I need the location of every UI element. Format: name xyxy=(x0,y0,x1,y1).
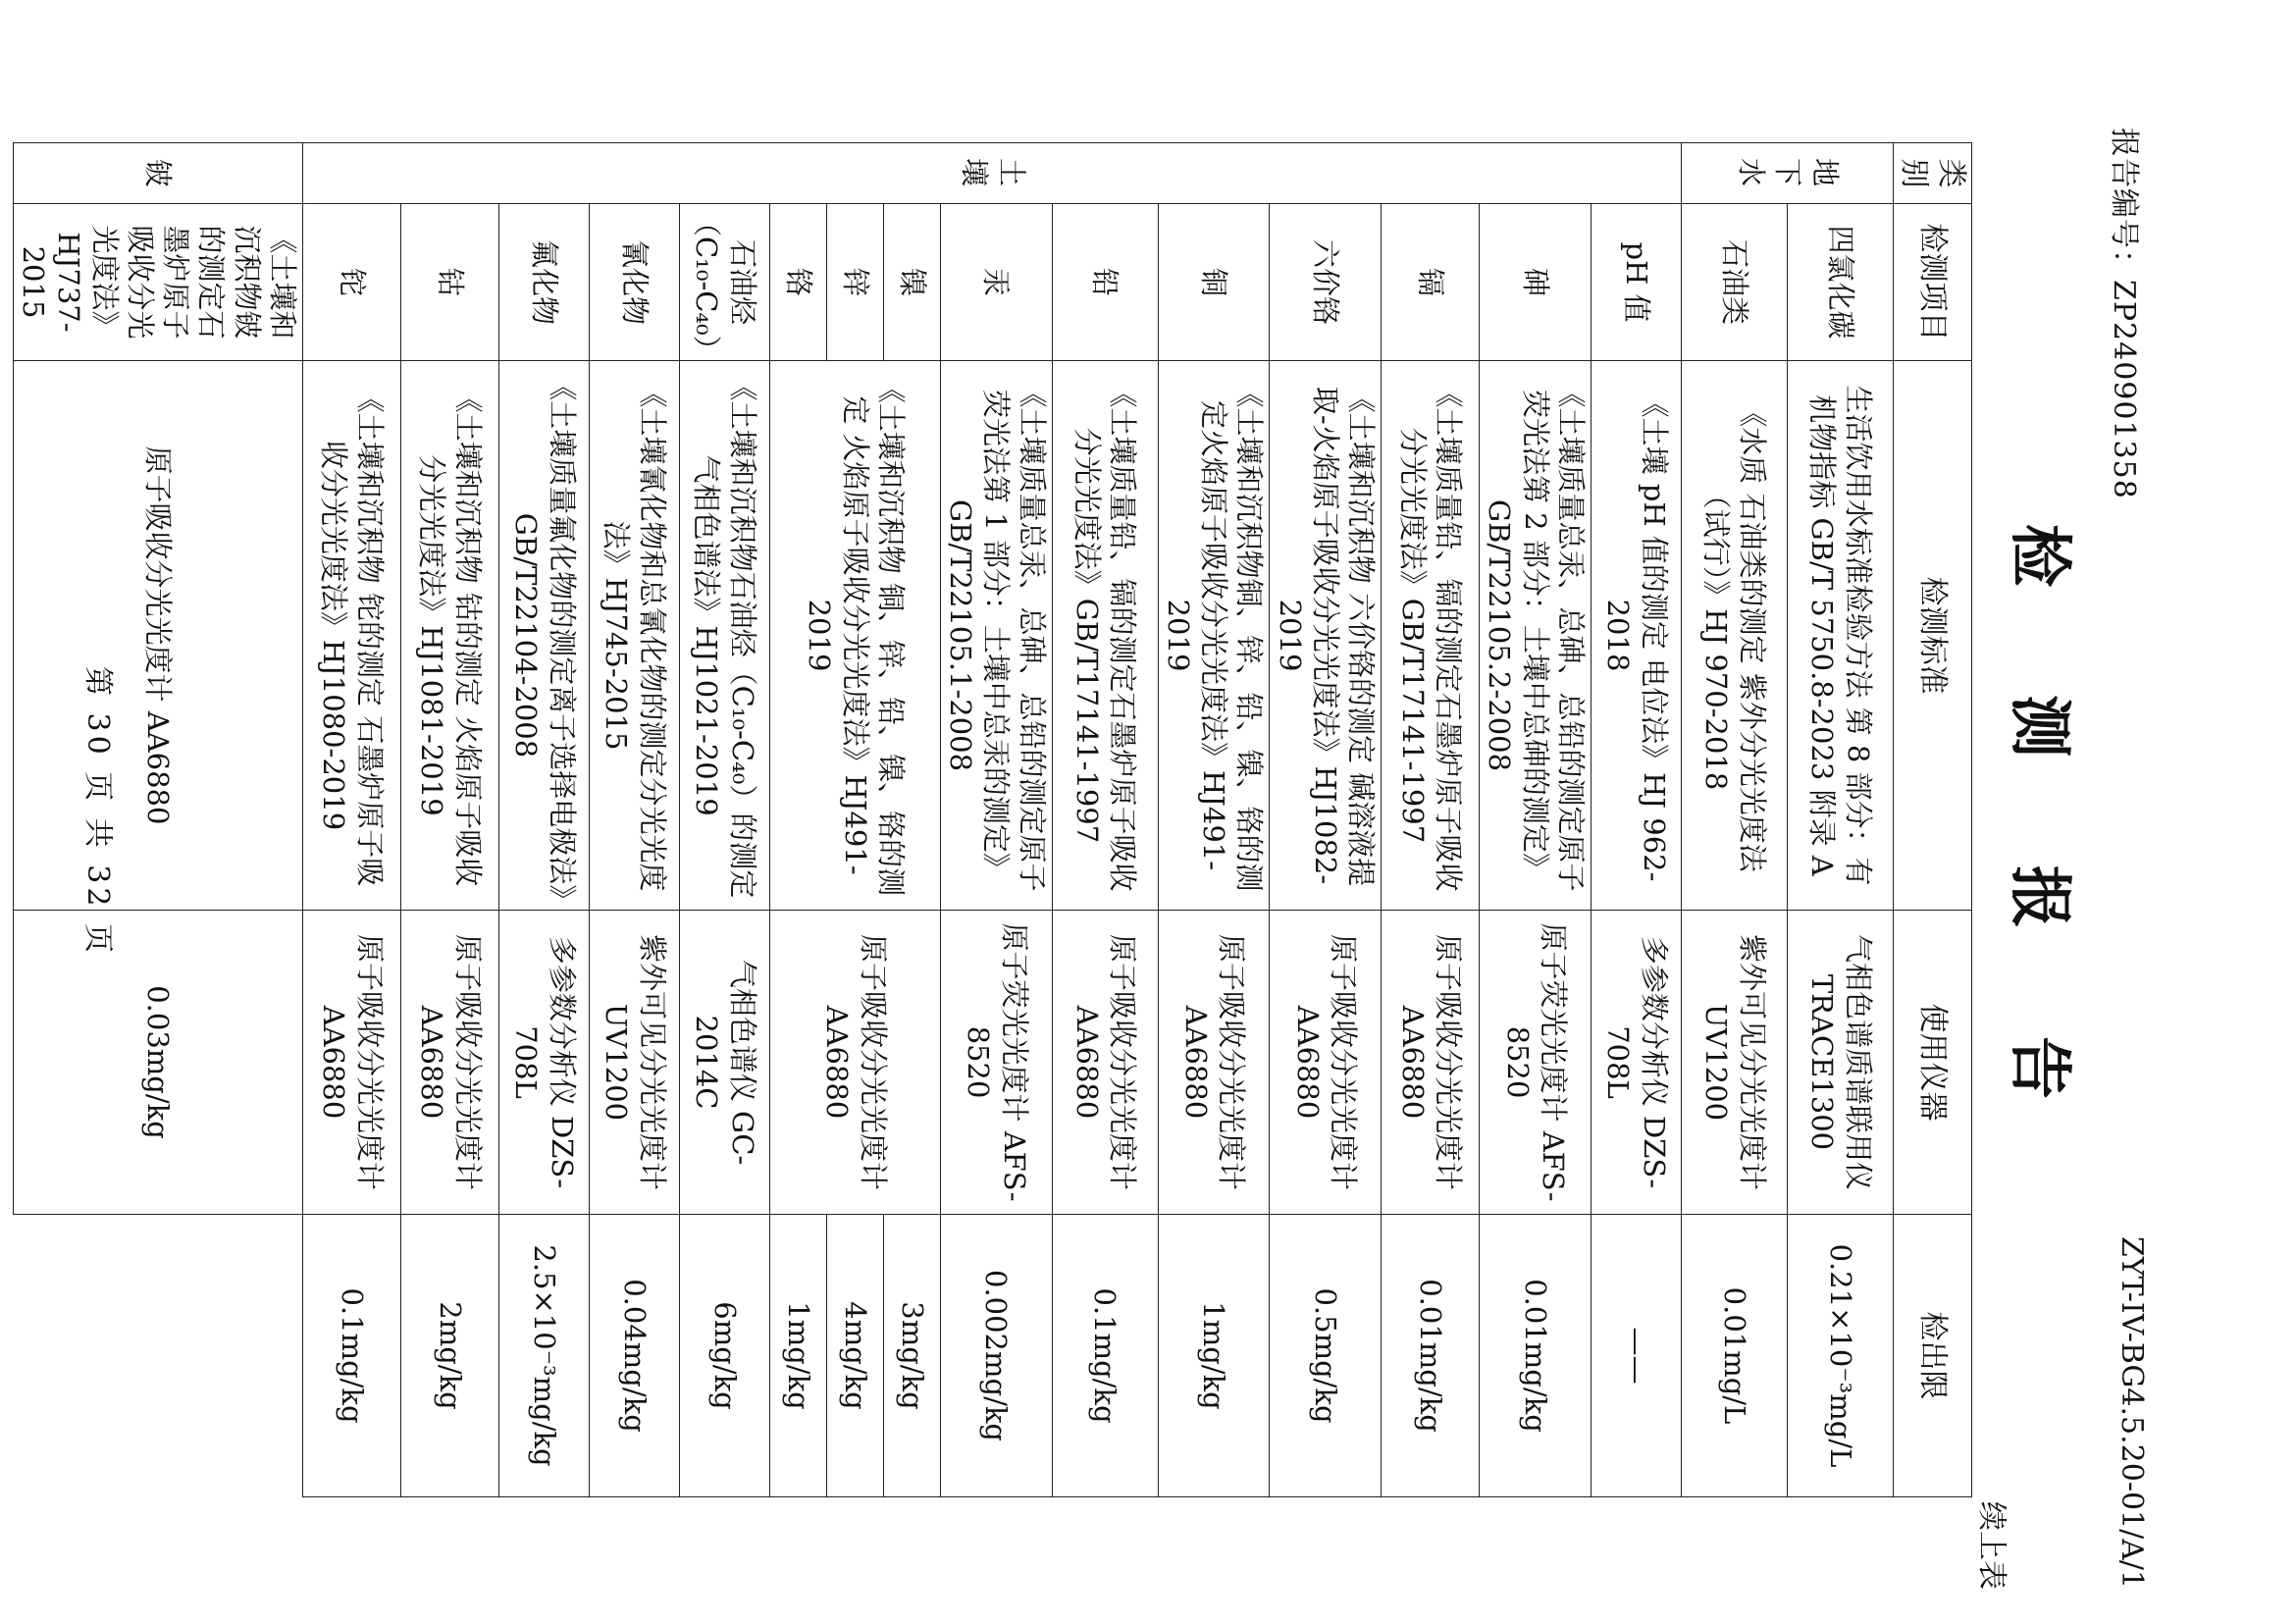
limit-cell: 0.01mg/L xyxy=(1682,1215,1788,1497)
table-row xyxy=(680,143,770,1497)
limit-cell: 3mg/kg xyxy=(884,1215,941,1497)
form-code: ZYT-IV-BG4.5.20-01/A/1 xyxy=(2114,1236,2149,1590)
continued-label: 续上表 xyxy=(1974,1501,2009,1590)
category-label: 地下水 xyxy=(1734,157,1843,188)
limit-cell: 0.03mg/kg xyxy=(14,911,303,1215)
standard-cell: 生活饮用水标准检验方法 第 8 部分：有机物指标 GB/T 5750.8-2023 附录 A xyxy=(1788,361,1894,911)
results-table xyxy=(13,142,1972,1497)
table-row xyxy=(884,143,941,1497)
limit-cell: 0.01mg/kg xyxy=(1382,1215,1480,1497)
item-cell: 镉 xyxy=(1382,204,1480,361)
item-cell: 铍 xyxy=(14,143,303,204)
limit-cell: 0.1mg/kg xyxy=(303,1215,401,1497)
item-cell: 四氯化碳 xyxy=(1788,204,1894,361)
limit-cell: 6mg/kg xyxy=(680,1215,770,1497)
item-cell: 六价铬 xyxy=(1270,204,1382,361)
standard-cell: 《土壤和沉积物 钴的测定 火焰原子吸收分光光度法》HJ1081-2019 xyxy=(401,361,499,911)
table-row xyxy=(1788,143,1894,1497)
limit-cell: 0.1mg/kg xyxy=(1052,1215,1158,1497)
limit-cell: —— xyxy=(1592,1215,1682,1497)
limit-cell: 0.21×10⁻³mg/L xyxy=(1788,1215,1894,1497)
standard-cell: 《土壤质量总汞、总砷、总铅的测定原子荧光法第 2 部分：土壤中总砷的测定》GB/T22105.2-2008 xyxy=(1480,361,1592,911)
category-label: 土壤 xyxy=(958,157,1028,188)
report-title: 检测报告 xyxy=(2003,524,2076,1207)
column-header-category: 类别 xyxy=(1894,143,1972,204)
standard-cell: 《土壤质量总汞、总砷、总铅的测定原子荧光法第 1 部分：土壤中总汞的测定》GB/T22105.1-2008 xyxy=(941,361,1053,911)
table-row xyxy=(1052,143,1158,1497)
table-row xyxy=(1592,143,1682,1497)
table-header-row xyxy=(1894,143,1972,1497)
column-header-limit: 检出限 xyxy=(1894,1215,1972,1497)
item-cell: 钴 xyxy=(401,204,499,361)
instrument-cell: 原子吸收分光光度计 AA6880 xyxy=(303,911,401,1215)
table-row xyxy=(1480,143,1592,1497)
table-row xyxy=(941,143,1053,1497)
instrument-cell: 多参数分析仪 DZS-708L xyxy=(1592,911,1682,1215)
limit-cell: 1mg/kg xyxy=(1158,1215,1270,1497)
table-row xyxy=(401,143,499,1497)
instrument-cell: 原子吸收分光光度计 AA6880 xyxy=(1158,911,1270,1215)
standard-cell: 《土壤质量氟化物的测定离子选择电极法》GB/T22104-2008 xyxy=(499,361,590,911)
instrument-cell: 多参数分析仪 DZS-708L xyxy=(499,911,590,1215)
table-row xyxy=(303,143,401,1497)
item-cell: 石油烃（C₁₀-C₄₀） xyxy=(680,204,770,361)
item-cell: 汞 xyxy=(941,204,1053,361)
table-row xyxy=(590,143,680,1497)
instrument-cell: 原子吸收分光光度计 AA6880 xyxy=(770,911,941,1215)
standard-cell: 《土壤和沉积物 铊的测定 石墨炉原子吸收分光光度法》HJ1080-2019 xyxy=(303,361,401,911)
category-cell xyxy=(1682,143,1894,204)
item-cell: 石油类 xyxy=(1682,204,1788,361)
standard-cell: 《土壤和沉积物铜、锌、铅、镍、铬的测定火焰原子吸收分光光度法》HJ491-2019 xyxy=(1158,361,1270,911)
category-cell xyxy=(303,143,1682,204)
instrument-cell: 原子荧光光度计 AFS-8520 xyxy=(1480,911,1592,1215)
instrument-cell: 原子吸收分光光度计 AA6880 xyxy=(1052,911,1158,1215)
item-cell: 氰化物 xyxy=(590,204,680,361)
instrument-cell: 原子吸收分光光度计 AA6880 xyxy=(14,361,303,911)
table-row xyxy=(1158,143,1270,1497)
standard-cell: 《土壤 pH 值的测定 电位法》HJ 962-2018 xyxy=(1592,361,1682,911)
instrument-cell: 原子吸收分光光度计 AA6880 xyxy=(1382,911,1480,1215)
standard-cell: 《土壤和沉积物石油烃（C₁₀-C₄₀）的测定气相色谱法》HJ1021-2019 xyxy=(680,361,770,911)
item-cell: 氟化物 xyxy=(499,204,590,361)
limit-cell: 4mg/kg xyxy=(827,1215,884,1497)
limit-cell: 0.002mg/kg xyxy=(941,1215,1053,1497)
item-cell: 铅 xyxy=(1052,204,1158,361)
limit-cell: 1mg/kg xyxy=(770,1215,827,1497)
instrument-cell: 原子荧光光度计 AFS-8520 xyxy=(941,911,1053,1215)
item-cell: 砷 xyxy=(1480,204,1592,361)
instrument-cell: 气相色谱仪 GC-2014C xyxy=(680,911,770,1215)
report-number: 报告编号：ZP240901358 xyxy=(2107,128,2141,499)
standard-cell: 《土壤质量铅、镉的测定石墨炉原子吸收分光光度法》GB/T17141-1997 xyxy=(1052,361,1158,911)
item-cell: 镍 xyxy=(884,204,941,361)
standard-cell: 《土壤氰化物和总氰化物的测定分光光度法》HJ745-2015 xyxy=(590,361,680,911)
page-footer: 第 30 页 共 32 页 xyxy=(80,665,115,958)
standard-cell: 《土壤和沉积物 铜、锌、铅、镍、铬的测定 火焰原子吸收分光光度法》HJ491-2019 xyxy=(770,361,941,911)
instrument-cell: 原子吸收分光光度计 AA6880 xyxy=(1270,911,1382,1215)
standard-cell: 《土壤和沉积物铍的测定石墨炉原子吸收分光光度法》HJ737-2015 xyxy=(14,204,303,361)
limit-cell: 2.5×10⁻³mg/kg xyxy=(499,1215,590,1497)
item-cell: 铬 xyxy=(770,204,827,361)
table-row xyxy=(1382,143,1480,1497)
limit-cell: 0.5mg/kg xyxy=(1270,1215,1382,1497)
column-header-item: 检测项目 xyxy=(1894,204,1972,361)
column-header-standard: 检测标准 xyxy=(1894,361,1972,911)
item-cell: 锌 xyxy=(827,204,884,361)
table-row xyxy=(1270,143,1382,1497)
instrument-cell: 紫外可见分光光度计 UV1200 xyxy=(1682,911,1788,1215)
instrument-cell: 紫外可见分光光度计 UV1200 xyxy=(590,911,680,1215)
instrument-cell: 气相色谱质谱联用仪 TRACE1300 xyxy=(1788,911,1894,1215)
limit-cell: 0.01mg/kg xyxy=(1480,1215,1592,1497)
standard-cell: 《土壤质量铅、镉的测定石墨炉原子吸收分光光度法》GB/T17141-1997 xyxy=(1382,361,1480,911)
standard-cell: 《土壤和沉积物 六价铬的测定 碱溶液提取-火焰原子吸收分光光度法》HJ1082-2019 xyxy=(1270,361,1382,911)
standard-cell: 《水质 石油类的测定 紫外分光光度法（试行）》HJ 970-2018 xyxy=(1682,361,1788,911)
item-cell: 铜 xyxy=(1158,204,1270,361)
table-row xyxy=(14,143,303,1497)
table-row xyxy=(499,143,590,1497)
item-cell: pH 值 xyxy=(1592,204,1682,361)
limit-cell: 2mg/kg xyxy=(401,1215,499,1497)
table-row xyxy=(1682,143,1788,1497)
instrument-cell: 原子吸收分光光度计 AA6880 xyxy=(401,911,499,1215)
limit-cell: 0.04mg/kg xyxy=(590,1215,680,1497)
column-header-instrument: 使用仪器 xyxy=(1894,911,1972,1215)
item-cell: 铊 xyxy=(303,204,401,361)
